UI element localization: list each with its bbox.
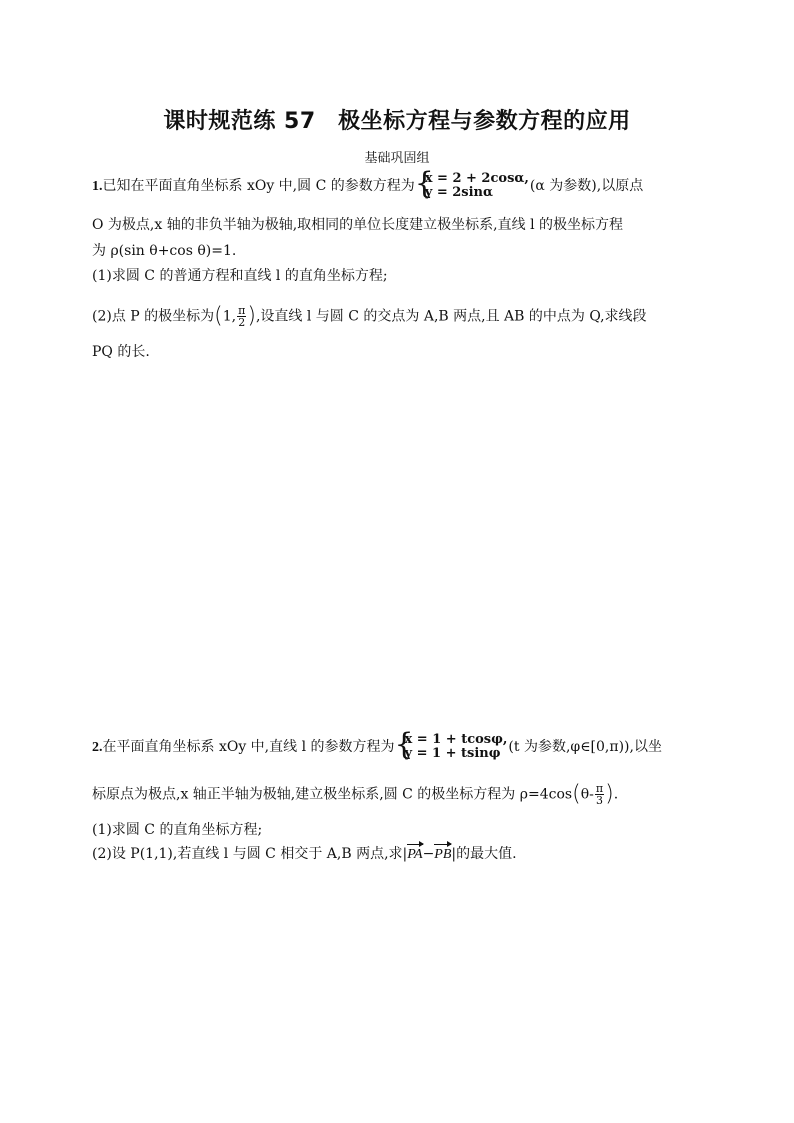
q1-polar-a: 1, [222,308,237,325]
q1-frac-num: π [238,304,246,317]
q1-eq-x: x = 2 + 2cosα, [424,171,529,186]
paren-close-icon: ) [247,303,256,329]
q1-fraction [237,305,246,328]
q1-text-b: (α 为参数),以原点 [529,178,644,194]
q2-line-2 [92,783,618,806]
q2-part-2 [92,845,517,864]
q2-frac-den: 3 [595,794,603,807]
q1-part-2-text-a: (2)点 P 的极坐标为 [92,308,215,325]
paren-open-icon: ( [572,781,581,807]
q1-part-2 [92,305,647,328]
q1-frac-den: 2 [238,316,246,329]
q2-line-1 [92,727,662,762]
q2-line-2-text-b: . [613,786,619,803]
q2-fraction [595,783,604,806]
brace-icon: { [414,166,434,201]
q2-part-1: (1)求圆 C 的直角坐标方程; [92,822,263,838]
vector-pa: PA [407,847,423,862]
vector-pb: PB [434,847,452,862]
q2-line-2-text-a: 标原点为极点,x 轴正半轴为极轴,建立极坐标系,圆 C 的极坐标方程为 ρ=4cos [92,786,573,803]
q1-line-3: 为 ρ(sin θ+cos θ)=1. [92,243,237,259]
q1-number: 1. [92,179,103,194]
paren-open-icon: ( [214,303,223,329]
q1-line-6: PQ 的长. [92,344,150,360]
q2-text-b: (t 为参数,φ∈[0,π)),以坐 [508,739,662,755]
page-title: 课时规范练 57 极坐标方程与参数方程的应用 [163,109,631,134]
section-heading: 基础巩固组 [364,151,430,166]
q2-part-2-text-b: |的最大值. [451,846,517,862]
q1-eq-y: y = 2sinα [424,185,494,200]
paren-close-icon: ) [605,781,614,807]
q1-part-1: (1)求圆 C 的普通方程和直线 l 的直角坐标方程; [92,268,388,284]
q2-frac-num: π [595,782,604,795]
brace-icon: { [394,727,414,762]
q2-number: 2. [92,740,103,755]
q2-eq-x: x = 1 + tcosφ, [404,732,508,747]
q2-theta: θ- [580,786,594,803]
q1-line-1 [92,166,644,201]
q2-eq-y: y = 1 + tsinφ [404,746,501,761]
q2-equation-system [394,727,508,762]
q1-line-2: O 为极点,x 轴的非负半轴为极轴,取相同的单位长度建立极坐标系,直线 l 的极坐标方程 [92,217,623,233]
q2-minus: − [422,846,435,862]
q1-equation-system [414,166,529,201]
q2-part-2-text-a: (2)设 P(1,1),若直线 l 与圆 C 相交于 A,B 两点,求| [92,846,408,862]
q1-part-2-text-b: ,设直线 l 与圆 C 的交点为 A,B 两点,且 AB 的中点为 Q,求线段 [255,308,647,325]
q1-text-a: 已知在平面直角坐标系 xOy 中,圆 C 的参数方程为 [102,178,415,194]
q2-text-a: 在平面直角坐标系 xOy 中,直线 l 的参数方程为 [102,739,395,755]
